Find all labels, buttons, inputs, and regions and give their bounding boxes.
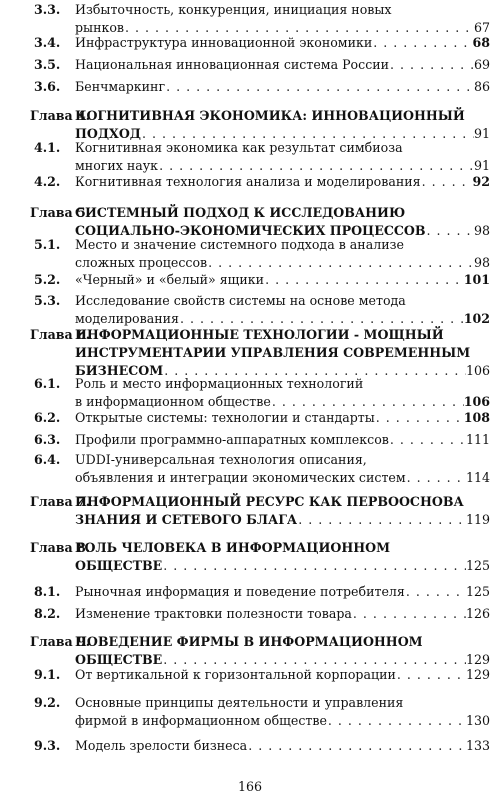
- leader-dots: [396, 667, 466, 684]
- toc-entry-title: Когнитивная технология анализа и моделирования: [75, 174, 421, 189]
- toc-entry-title: Рыночная информация и поведение потребителя: [75, 584, 405, 599]
- toc-entry-title: РОЛЬ ЧЕЛОВЕКА В ИНФОРМАЦИОННОМ: [75, 540, 391, 555]
- leader-dots: [162, 558, 466, 575]
- toc-page-number: 91: [473, 158, 490, 173]
- leader-dots: [352, 606, 466, 623]
- toc-page-number: 111: [465, 432, 490, 447]
- toc-entry-number: 8.2.: [34, 606, 61, 621]
- leader-dots: [207, 255, 474, 272]
- leader-dots: [165, 79, 474, 96]
- toc-entry-number: Глава 8.: [30, 540, 91, 555]
- toc-entry-number: 5.2.: [34, 272, 61, 287]
- toc-entry-number: 6.3.: [34, 432, 61, 447]
- toc-page-number: 125: [465, 558, 490, 573]
- toc-page-number: 106: [465, 363, 490, 378]
- toc-entry-number: 6.2.: [34, 410, 61, 425]
- toc-entry-title: Национальная инновационная система России: [75, 57, 390, 72]
- toc-entry-number: Глава 4.: [30, 108, 91, 123]
- toc-page-number: 92: [472, 174, 490, 189]
- leader-dots: [421, 174, 473, 191]
- leader-dots: [389, 432, 466, 449]
- toc-entry-number: Глава 7.: [30, 494, 91, 509]
- leader-dots: [375, 410, 464, 427]
- toc-page-number: 101: [463, 272, 490, 287]
- toc-entry-number: Глава 6.: [30, 327, 91, 342]
- toc-entry-title: Открытые системы: технологии и стандарты: [75, 410, 375, 425]
- toc-entry-title: Избыточность, конкуренция, инициация новых: [75, 2, 392, 17]
- leader-dots: [372, 35, 472, 52]
- toc-entry-title: ИНСТРУМЕНТАРИИ УПРАВЛЕНИЯ СОВРЕМЕННЫМ: [75, 345, 471, 360]
- toc-entry-number: 9.2.: [34, 695, 61, 710]
- toc-entry-title: БИЗНЕСОМ: [75, 363, 164, 378]
- page-number: 166: [237, 779, 263, 794]
- toc-entry-title: «Черный» и «белый» ящики: [75, 272, 265, 287]
- toc-page-number: 129: [465, 652, 490, 667]
- toc-page-number: 86: [473, 79, 490, 94]
- toc-entry-title: в информационном обществе: [75, 394, 271, 409]
- leader-dots: [179, 311, 464, 328]
- toc-entry-number: 3.4.: [34, 35, 61, 50]
- toc-page-number: 98: [473, 223, 490, 238]
- toc-entry-number: Глава 5.: [30, 205, 91, 220]
- toc-entry-number: 5.3.: [34, 293, 61, 308]
- toc-entry-title: КОГНИТИВНАЯ ЭКОНОМИКА: ИННОВАЦИОННЫЙ: [75, 108, 465, 123]
- toc-page-number: 130: [465, 713, 490, 728]
- toc-page-number: 69: [473, 57, 490, 72]
- toc-entry-title: моделирования: [75, 311, 179, 326]
- toc-entry-number: 4.2.: [34, 174, 61, 189]
- toc-entry-title: ОБЩЕСТВЕ: [75, 652, 163, 667]
- toc-entry-number: 9.1.: [34, 667, 61, 682]
- leader-dots: [327, 713, 466, 730]
- toc-entry-number: 3.3.: [34, 2, 61, 17]
- toc-entry-title: ИНФОРМАЦИОННЫЙ РЕСУРС КАК ПЕРВООСНОВА: [75, 494, 464, 509]
- toc-entry-title: Бенчмаркинг: [75, 79, 166, 94]
- toc-entry-number: 3.6.: [34, 79, 61, 94]
- leader-dots: [389, 57, 474, 74]
- toc-page-number: 114: [465, 470, 490, 485]
- toc-entry-number: 4.1.: [34, 140, 61, 155]
- toc-entry-title: фирмой в информационном обществе: [75, 713, 327, 728]
- leader-dots: [247, 738, 466, 755]
- toc-entry-title: Профили программно-аппаратных комплексов: [75, 432, 389, 447]
- toc-entry-title: СИСТЕМНЫЙ ПОДХОД К ИССЛЕДОВАНИЮ: [75, 205, 406, 220]
- toc-page-number: 126: [465, 606, 490, 621]
- toc-entry-title: Роль и место информационных технологий: [75, 376, 364, 391]
- toc-entry-number: 3.5.: [34, 57, 61, 72]
- leader-dots: [271, 394, 464, 411]
- toc-entry-title: рынков: [75, 20, 125, 35]
- leader-dots: [406, 470, 466, 487]
- toc-entry-title: ЗНАНИЯ И СЕТЕВОГО БЛАГА: [75, 512, 298, 527]
- toc-entry-title: многих наук: [75, 158, 159, 173]
- toc-page-number: 106: [463, 394, 490, 409]
- toc-page-number: 129: [465, 667, 490, 682]
- toc-page-number: 125: [465, 584, 490, 599]
- toc-entry-title: ПОВЕДЕНИЕ ФИРМЫ В ИНФОРМАЦИОННОМ: [75, 634, 423, 649]
- toc-entry-title: ИНФОРМАЦИОННЫЕ ТЕХНОЛОГИИ - МОЩНЫЙ: [75, 327, 444, 342]
- toc-entry-title: Место и значение системного подхода в анализе: [75, 237, 404, 252]
- toc-entry-title: Исследование свойств системы на основе метода: [75, 293, 406, 308]
- toc-page-number: 91: [473, 126, 490, 141]
- toc-page-number: 133: [465, 738, 490, 753]
- toc-entry-number: Глава 9.: [30, 634, 91, 649]
- toc-page-number: 98: [473, 255, 490, 270]
- toc-entry-title: Основные принципы деятельности и управления: [75, 695, 404, 710]
- leader-dots: [405, 584, 466, 601]
- toc-entry-title: Когнитивная экономика как результат симбиоза: [75, 140, 403, 155]
- toc-entry-title: ОБЩЕСТВЕ: [75, 558, 163, 573]
- toc-entry-title: Модель зрелости бизнеса: [75, 738, 248, 753]
- toc-entry-number: 9.3.: [34, 738, 61, 753]
- toc-page-number: 108: [463, 410, 490, 425]
- leader-dots: [264, 272, 464, 289]
- toc-page-number: 68: [472, 35, 490, 50]
- toc-entry-title: сложных процессов: [75, 255, 208, 270]
- toc-entry-number: 6.1.: [34, 376, 61, 391]
- toc-entry-title: СОЦИАЛЬНО-ЭКОНОМИЧЕСКИХ ПРОЦЕССОВ: [75, 223, 426, 238]
- leader-dots: [158, 158, 474, 175]
- toc-entry-title: Инфраструктура инновационной экономики: [75, 35, 373, 50]
- toc-entry-title: ПОДХОД: [75, 126, 142, 141]
- toc-entry-title: От вертикальной к горизонтальной корпорации: [75, 667, 396, 682]
- toc-entry-number: 5.1.: [34, 237, 61, 252]
- toc-entry-title: объявления и интеграции экономических систем: [75, 470, 406, 485]
- toc-entry-number: 8.1.: [34, 584, 61, 599]
- toc-entry-number: 6.4.: [34, 452, 61, 467]
- toc-entry-title: UDDI-универсальная технология описания,: [75, 452, 367, 467]
- toc-entry-title: Изменение трактовки полезности товара: [75, 606, 352, 621]
- leader-dots: [297, 512, 466, 529]
- toc-page-number: 67: [473, 20, 490, 35]
- toc-page-number: 102: [463, 311, 490, 326]
- toc-page-number: 119: [465, 512, 490, 527]
